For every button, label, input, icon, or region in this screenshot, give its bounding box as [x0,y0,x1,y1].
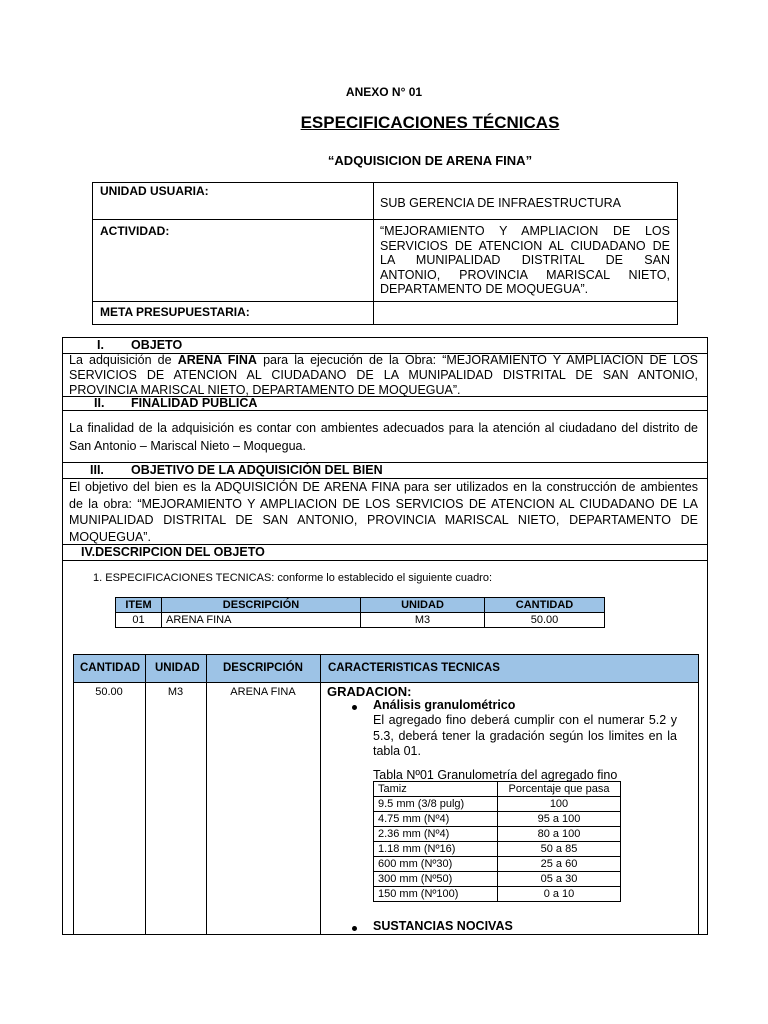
section-1-number: I. [97,338,104,352]
bullet-icon [352,705,357,710]
descripcion-header: DESCRIPCIÓN [162,598,361,613]
section-4-title: IV.DESCRIPCION DEL OBJETO [81,545,265,559]
granulometry-table [373,781,621,902]
page-title: ESPECIFICACIONES TÉCNICAS [300,113,560,132]
spec-cantidad-header: CANTIDAD [80,662,141,674]
table-row: 150 mm (Nº100) 0 a 10 [374,887,621,902]
section-1-title: OBJETO [131,338,183,352]
spec-caracteristicas-header: CARACTERISTICAS TECNICAS [328,662,500,674]
actividad-label: ACTIVIDAD: [100,224,170,238]
analisis-body: El agregado fino deberá cumplir con el numerar 5.2 y 5.3, deberá tener la gradación según los limites en la tabla 01. [373,713,677,758]
unidad-usuaria-label: UNIDAD USUARIA: [100,184,209,198]
table-row: 2.36 mm (Nº4) 80 a 100 [374,827,621,842]
spec-descripcion-value: ARENA FINA [230,686,296,698]
item-table [115,597,605,628]
meta-presupuestaria-label: META PRESUPUESTARIA: [100,305,250,319]
actividad-value: “MEJORAMIENTO Y AMPLIACION DE LOS SERVICIOS DE ATENCION AL CIUDADANO DE LA MUNIPALIDAD DISTRITAL DE SAN ANTONIO, PROVINCIA MARISCAL NIETO, DEPARTAMENTO DE MOQUEGUA”. [380,224,670,296]
analisis-heading: Análisis granulométrico [373,698,516,712]
unidad-header: UNIDAD [361,598,485,613]
table-row: 1.18 mm (Nº16) 50 a 85 [374,842,621,857]
spec-descripcion-header: DESCRIPCIÓN [223,662,303,674]
item-cell: 01 [116,613,162,628]
cantidad-cell: 50.00 [485,613,605,628]
item-header: ITEM [116,598,162,613]
spec-unidad-value: M3 [167,686,184,698]
section-4-item-1: 1. ESPECIFICACIONES TECNICAS: conforme lo establecido el siguiente cuadro: [93,572,493,584]
tabla-caption: Tabla Nº01 Granulometría del agregado fino [373,768,618,782]
section-3-number: III. [90,463,104,477]
section-2-title: FINALIDAD PUBLICA [131,396,258,410]
annex-number: ANEXO N° 01 [345,85,423,99]
section-2-body: La finalidad de la adquisición es contar con ambientes adecuados para la atención al ciudadano del distrito de San Antonio – Mariscal Nieto – Moquegua. [69,421,698,453]
page-subtitle: “ADQUISICION DE ARENA FINA” [327,153,533,168]
section-3-body: El objetivo del bien es la ADQUISICIÓN DE ARENA FINA para ser utilizados en la construcción de ambientes de la obra: “MEJORAMIENTO Y AMPLIACION DE LOS SERVICIOS DE ATENCION AL CIUDADANO DE LA MUNIPALIDAD DISTRITAL DE SAN ANTONIO, PROVINCIA MARISCAL NIETO, DEPARTAMENTO DE MOQUEGUA”. [69,480,698,544]
porcentaje-header: Porcentaje que pasa [498,782,621,797]
section-2-number: II. [94,396,105,410]
table-row: 4.75 mm (Nº4) 95 a 100 [374,812,621,827]
table-row: 300 mm (Nº50) 05 a 30 [374,872,621,887]
sustancias-heading: SUSTANCIAS NOCIVAS [373,919,513,933]
info-table [92,182,678,325]
bullet-icon [352,926,357,931]
descripcion-cell: ARENA FINA [162,613,361,628]
table-row: 9.5 mm (3/8 pulg) 100 [374,797,621,812]
spec-cantidad-value: 50.00 [95,686,123,698]
gradacion-heading: GRADACION: [327,684,412,699]
section-3-title: OBJETIVO DE LA ADQUISICIÓN DEL BIEN [131,463,383,477]
table-row: 600 mm (Nº30) 25 a 60 [374,857,621,872]
unidad-usuaria-value: SUB GERENCIA DE INFRAESTRUCTURA [380,196,622,210]
cantidad-header: CANTIDAD [485,598,605,613]
spec-unidad-header: UNIDAD [155,662,200,674]
spec-table-header [73,654,699,683]
unidad-cell: M3 [361,613,485,628]
section-1-body: La adquisición de ARENA FINA para la ejecución de la Obra: “MEJORAMIENTO Y AMPLIACION DE LOS SERVICIOS DE ATENCION AL CIUDADANO DE LA MUNIPALIDAD DISTRITAL DE SAN ANTONIO, PROVINCIA MARISCAL NIETO, DEPARTAMENTO DE MOQUEGUA”. [69,353,698,397]
tamiz-header: Tamiz [374,782,498,797]
